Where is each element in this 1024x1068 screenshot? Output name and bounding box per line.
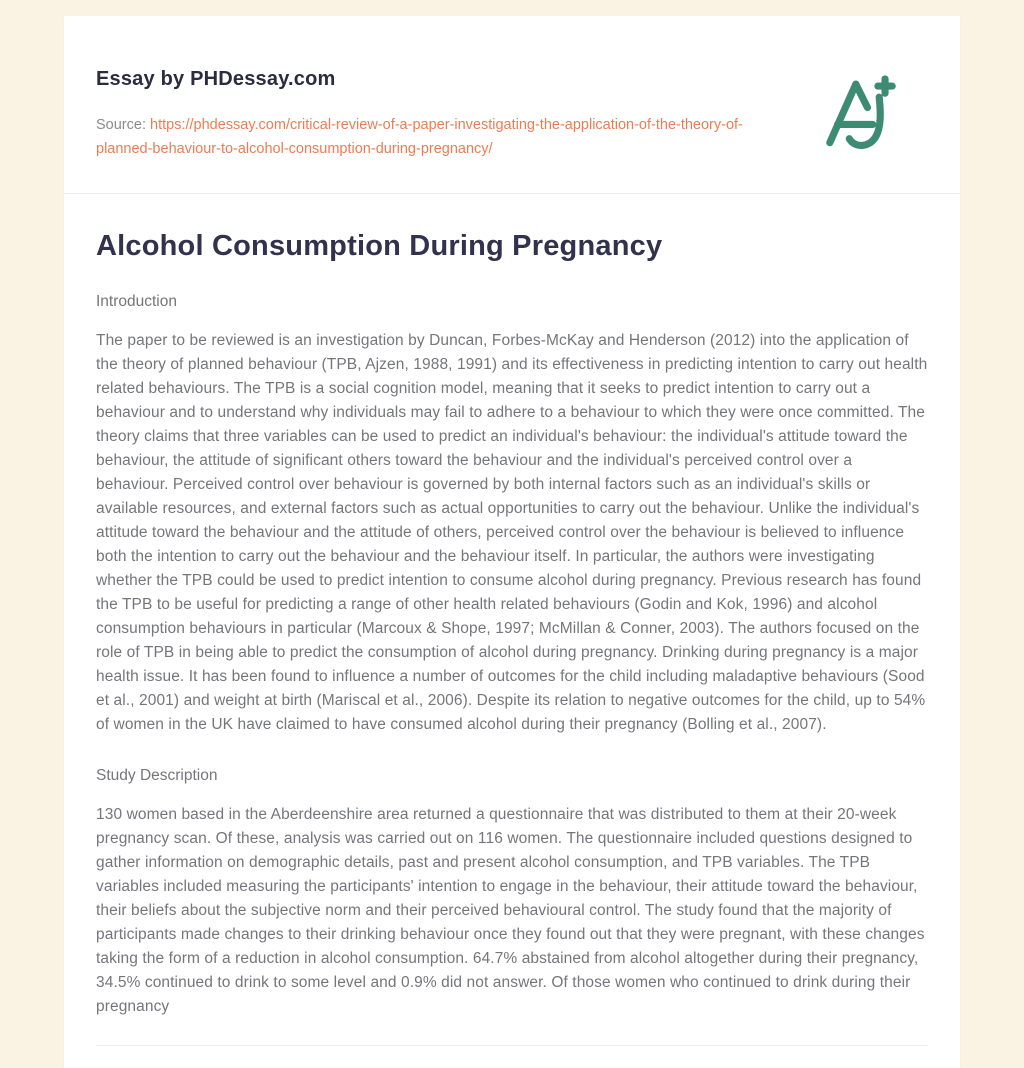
byline: Essay by PHDessay.com [96,68,336,90]
source-label: Source: [96,117,146,133]
introduction-paragraph: The paper to be reviewed is an investigation by Duncan, Forbes-McKay and Henderson (2012) into the application of the theory of planned behaviour (TPB, Ajzen, 1988, 1991) and its effectiveness in predicting intention to carry out health related behaviours. The TPB is a social cognition model, meaning that it seeks to predict intention to carry out a behaviour and to understand why individuals may fail to adhere to a behaviour to which they were once committed. The theory claims that three variables can be used to predict an individual's behaviour: the individual's attitude toward the behaviour, the attitude of significant others toward the behaviour and the individual's perceived control over a behaviour. Perceived control over behaviour is governed by both internal factors such as an individual's skills or available resources, and external factors such as actual opportunities to carry out the behaviour. Unlike the individual's attitude toward the behaviour and the attitude of others, perceived control over the behaviour is believed to influence both the intention to carry out the behaviour and the behaviour itself. In particular, the authors were investigating whether the TPB could be used to predict intention to consume alcohol during pregnancy. Previous research has found the TPB to be useful for predicting a range of other health related behaviours (Godin and Kok, 1996) and alcohol consumption behaviours in particular (Marcoux & Shope, 1997; McMillan & Conner, 2003). The authors focused on the role of TPB in being able to predict the consumption of alcohol during pregnancy. Drinking during pregnancy is a major health issue. It has been found to influence a number of outcomes for the child including maladaptive behaviours (Sood et al., 2001) and weight at birth (Mariscal et al., 2006). Despite its relation to negative outcomes for the child, up to 54% of women in the UK have claimed to have consumed alcohol during their pregnancy (Bolling et al., 2007). [96,332,928,733]
section-heading-introduction: Introduction [96,293,177,310]
study-description-paragraph: 130 women based in the Aberdeenshire area returned a questionnaire that was distributed to them at their 20-week pregnancy scan. Of these, analysis was carried out on 116 women. The questionnaire included questions designed to gather information on demographic details, past and present alcohol consumption, and TPB variables. The TPB variables included measuring the participants' intention to engage in the behaviour, their attitude toward the behaviour, their beliefs about the subjective norm and their perceived behavioural control. The study found that the majority of participants made changes to their drinking behaviour once they found out that they were pregnant, with these changes taking the form of a reduction in alcohol consumption. 64.7% abstained from alcohol altogether during their pregnancy, 34.5% continued to drink to some level and 0.9% did not answer. Of those women who continued to drink during their pregnancy [96,806,925,1015]
essay-card [64,16,960,1068]
source-link[interactable]: https://phdessay.com/critical-review-of-a-paper-investigating-the-application-of-the-theory-of-planned-behaviour-to-alcohol-consumption-during-pregnancy/ [96,117,743,157]
essay-header [64,16,960,165]
bottom-divider [96,1045,928,1046]
section-heading-study-description: Study Description [96,767,218,784]
essay-body [64,194,960,1046]
phdessay-logo-icon [822,72,900,165]
header-text-block [96,68,776,161]
source-line [96,113,776,161]
essay-title: Alcohol Consumption During Pregnancy [96,230,663,262]
